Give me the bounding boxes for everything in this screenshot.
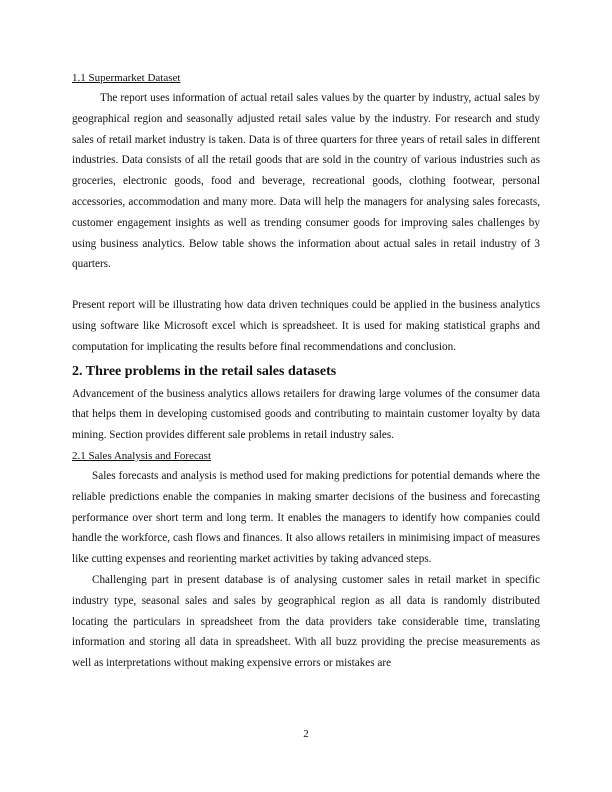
section-2-heading: 2. Three problems in the retail sales datasets — [72, 363, 337, 379]
document-page — [72, 68, 540, 674]
page-number: 2 — [303, 728, 309, 740]
section-1-1-heading: 1.1 Supermarket Dataset — [72, 72, 181, 84]
section-1-1-paragraph-2: Present report will be illustrating how data driven techniques could be applied in the business analytics using software like Microsoft excel which is spreadsheet. It is used for making statistical graphs and computation for implicating the results before final recommendations and conclusion. — [72, 299, 540, 353]
section-2-paragraph-1: Advancement of the business analytics allows retailers for drawing large volumes of the consumer data that helps them in developing customised goods and contributing to maintain customer loyalty by data mining. Section provides different sale problems in retail industry sales. — [72, 387, 540, 442]
section-2-1-heading: 2.1 Sales Analysis and Forecast — [72, 449, 212, 462]
paragraph-spacer — [72, 275, 540, 295]
section-2-1-paragraph-1: Sales forecasts and analysis is method used for making predictions for potential demands where the reliable predictions enable the companies in making smarter decisions of the business and forecasting performance over short term and long term. It enables the managers to identify how companies could handle the workforce, cash flows and finances. It also allows retailers in minimising impact of measures like cutting expenses and reorienting market activities by taking advanced steps. — [72, 469, 540, 566]
section-2-1-paragraph-2: Challenging part in present database is of analysing customer sales in retail market in specific industry type, seasonal sales and sales by geographical region as all data is randomly distributed locating the particulars in spreadsheet from the data providers take considerable time, translating information and storing all data in spreadsheet. With all buzz providing the precise measurements as well as interpretations without making expensive errors or mistakes are — [72, 573, 540, 670]
section-1-1-paragraph-1: The report uses information of actual retail sales values by the quarter by industry, actual sales by geographical region and seasonally adjusted retail sales value by the industry. For research and study sales of retail market industry is taken. Data is of three quarters for three years of retail sales in different industries. Data consists of all the retail goods that are sold in the country of various industries such as groceries, electronic goods, food and beverage, recreational goods, clothing footwear, personal accessories, accommodation and many more. Data will help the managers for analysing sales forecasts, customer engagement insights as well as trending consumer goods for improving sales challenges by using business analytics. Below table shows the information about actual sales in retail industry of 3 quarters. — [72, 92, 540, 271]
